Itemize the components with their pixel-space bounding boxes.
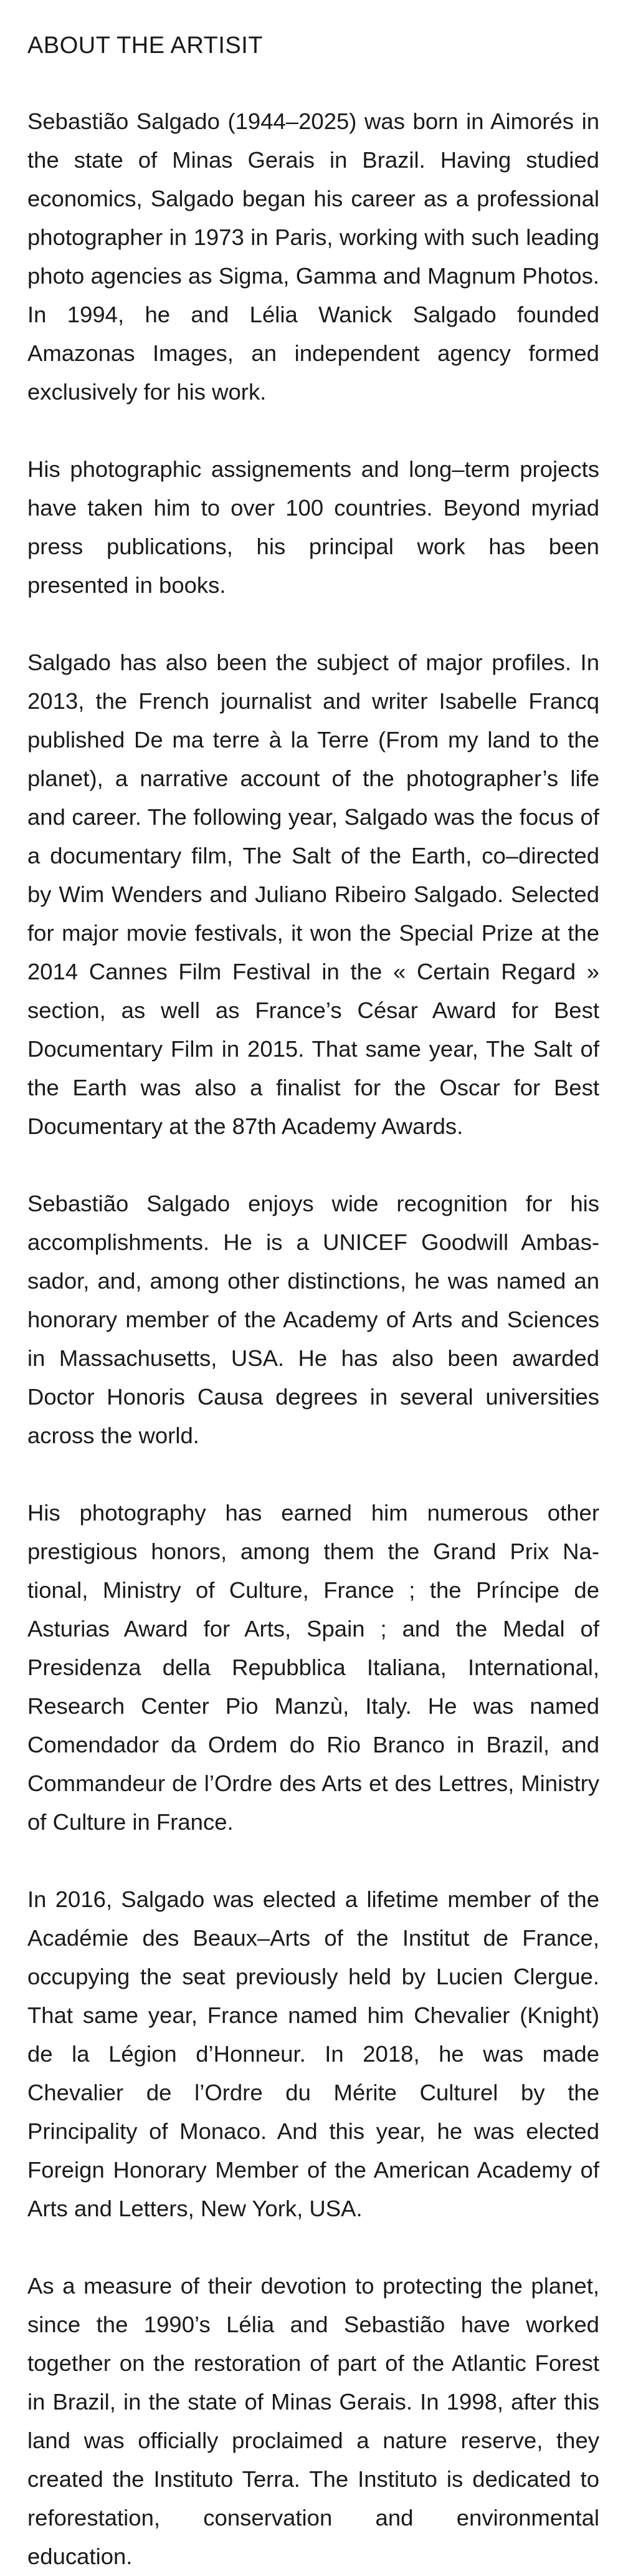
- paragraph-profiles: Salgado has also been the subject of major profiles. In 2013, the French journalist and writer Isabelle Francq published De ma terre à la Terre (From my land to the planet), a narrative account of the photographer’s life and career. The following year, Salgado was the focus of a documentary film, The Salt of the Earth, co–directed by Wim Wenders and Juliano Ribeiro Salgado. Selected for major movie festivals, it won the Special Prize at the 2014 Cannes Film Festival in the « Certain Regard » section, as well as France’s César Award for Best Documentary Film in 2015. That same year, The Salt of the Earth was also a finalist for the Oscar for Best Documentary at the 87th Academy Awards.: [27, 650, 599, 1139]
- paragraph-birth-career: Sebastião Salgado (1944–2025) was born in Aimorés in the state of Minas Gerais in Brazil. Having studied economics, Salgado began his career as a professional photographer in 1973 in Paris, working with such leading photo agencies as Sigma, Gamma and Magnum Photos. In 1994, he and Lélia Wanick Salgado founded Amazonas Images, an independent agency formed exclusively for his work.: [27, 108, 599, 405]
- article-title: ABOUT THE ARTISIT: [27, 32, 264, 59]
- paragraph-recognition: Sebastião Salgado enjoys wide recognition for his accomplishments. He is a UNICEF Goodwill Ambassador, and, among other distinctions, he was named an honorary member of the Academy of Arts and Sciences in Massachusetts, USA. He has also been awarded Doctor Honoris Causa degrees in several universities across the world.: [27, 1191, 599, 1448]
- paragraph-academy: In 2016, Salgado was elected a lifetime member of the Académie des Beaux–Arts of the Institut de France, occupying the seat previously held by Lucien Clergue. That same year, France named him Chevalier (Knight) de la Légion d’Honneur. In 2018, he was made Chevalier de l’Ordre du Mérite Culturel by the Principality of Monaco. And this year, he was elected Foreign Honorary Member of the American Academy of Arts and Letters, New York, USA.: [27, 1886, 599, 2221]
- paragraph-instituto-terra: As a measure of their devotion to protecting the planet, since the 1990’s Lélia and Sebastião have worked together on the restoration of part of the Atlantic Forest in Brazil, in the state of Minas Gerais. In 1998, after this land was officially proclaimed a nature reserve, they created the Instituto Terra. The Instituto is dedicated to reforestation, conservation and environmental education.: [27, 2273, 599, 2569]
- paragraph-assignments: His photographic assignements and long–term projects have taken him to over 100 countries. Beyond myriad press publications, his principal work has been presented in books.: [27, 456, 599, 598]
- paragraph-honors: His photography has earned him numerous other prestigious honors, among them the Grand Prix National, Ministry of Culture, France ; the Príncipe de Asturias Award for Arts, Spain ; and the Medal of Presidenza della Repubblica Italiana, International, Research Center Pio Manzù, Italy. He was named Comendador da Ordem do Rio Branco in Brazil, and Commandeur de l’Ordre des Arts et des Lettres, Ministry of Culture in France.: [27, 1500, 599, 1835]
